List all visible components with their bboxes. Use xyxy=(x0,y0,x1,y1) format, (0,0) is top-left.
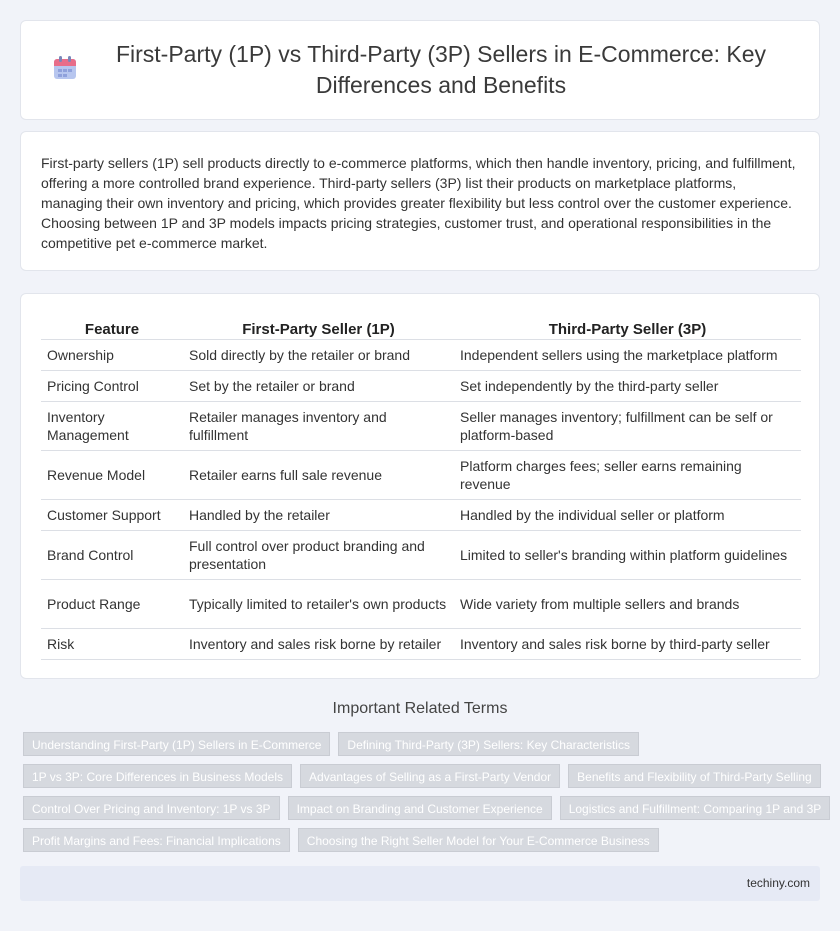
calendar-icon xyxy=(50,53,80,83)
first-party-cell: Set by the retailer or brand xyxy=(183,370,454,401)
table-header-row xyxy=(41,314,801,339)
first-party-cell: Retailer earns full sale revenue xyxy=(183,450,454,499)
third-party-cell: Independent sellers using the marketplace platform xyxy=(454,339,801,370)
header-card xyxy=(20,20,820,120)
tag-row xyxy=(23,764,823,788)
table-row xyxy=(41,339,801,370)
related-term-link[interactable]: Logistics and Fulfillment: Comparing 1P and 3P xyxy=(560,796,831,820)
table-row xyxy=(41,499,801,530)
first-party-cell: Handled by the retailer xyxy=(183,499,454,530)
third-party-cell: Handled by the individual seller or platform xyxy=(454,499,801,530)
feature-cell: Product Range xyxy=(41,579,183,628)
third-party-cell: Platform charges fees; seller earns remaining revenue xyxy=(454,450,801,499)
feature-cell: Risk xyxy=(41,628,183,659)
comparison-table-card xyxy=(20,293,820,679)
first-party-cell: Typically limited to retailer's own products xyxy=(183,579,454,628)
third-party-cell: Inventory and sales risk borne by third-party seller xyxy=(454,628,801,659)
intro-card xyxy=(20,131,820,271)
related-term-link[interactable]: Advantages of Selling as a First-Party Vendor xyxy=(300,764,560,788)
table-row xyxy=(41,370,801,401)
tag-row xyxy=(23,796,823,820)
footer-site-name: techiny.com xyxy=(746,876,810,890)
related-term-link[interactable]: Control Over Pricing and Inventory: 1P vs 3P xyxy=(23,796,280,820)
related-term-link[interactable]: Profit Margins and Fees: Financial Implications xyxy=(23,828,290,852)
feature-cell: Inventory Management xyxy=(41,401,183,450)
comparison-table xyxy=(41,314,801,660)
header-feature: Feature xyxy=(41,314,183,339)
intro-paragraph: First-party sellers (1P) sell products directly to e-commerce platforms, which then handle inventory, pricing, and fulfillment, offering a more controlled brand experience. Third-party sellers (3P) list their products on marketplace platforms, managing their own inventory and pricing, which provides greater flexibility but less control over the customer experience. Choosing between 1P and 3P models impacts pricing strategies, customer trust, and operational responsibilities in the competitive pet e-commerce market. xyxy=(41,155,796,251)
related-term-link[interactable]: Defining Third-Party (3P) Sellers: Key Characteristics xyxy=(338,732,639,756)
feature-cell: Customer Support xyxy=(41,499,183,530)
related-terms-title: Important Related Terms xyxy=(332,700,508,717)
related-term-link[interactable]: Benefits and Flexibility of Third-Party Selling xyxy=(568,764,821,788)
first-party-cell: Full control over product branding and presentation xyxy=(183,530,454,579)
first-party-cell: Sold directly by the retailer or brand xyxy=(183,339,454,370)
first-party-cell: Retailer manages inventory and fulfillment xyxy=(183,401,454,450)
footer xyxy=(20,866,820,901)
feature-cell: Ownership xyxy=(41,339,183,370)
feature-cell: Revenue Model xyxy=(41,450,183,499)
related-term-link[interactable]: Understanding First-Party (1P) Sellers in E-Commerce xyxy=(23,732,330,756)
tag-row xyxy=(23,732,823,756)
related-term-link[interactable]: 1P vs 3P: Core Differences in Business Models xyxy=(23,764,292,788)
header-third-party: Third-Party Seller (3P) xyxy=(454,314,801,339)
third-party-cell: Set independently by the third-party seller xyxy=(454,370,801,401)
feature-cell: Pricing Control xyxy=(41,370,183,401)
table-row xyxy=(41,450,801,499)
table-row xyxy=(41,579,801,628)
third-party-cell: Wide variety from multiple sellers and brands xyxy=(454,579,801,628)
tag-row xyxy=(23,828,823,852)
first-party-cell: Inventory and sales risk borne by retailer xyxy=(183,628,454,659)
table-row xyxy=(41,401,801,450)
third-party-cell: Limited to seller's branding within platform guidelines xyxy=(454,530,801,579)
feature-cell: Brand Control xyxy=(41,530,183,579)
related-terms-list xyxy=(23,732,823,860)
table-row xyxy=(41,530,801,579)
table-row xyxy=(41,628,801,659)
related-term-link[interactable]: Impact on Branding and Customer Experience xyxy=(288,796,552,820)
title-wrap xyxy=(50,39,790,101)
related-term-link[interactable]: Choosing the Right Seller Model for Your E-Commerce Business xyxy=(298,828,659,852)
page-title: First-Party (1P) vs Third-Party (3P) Sellers in E-Commerce: Key Differences and Benefits xyxy=(115,41,767,98)
header-first-party: First-Party Seller (1P) xyxy=(183,314,454,339)
third-party-cell: Seller manages inventory; fulfillment can be self or platform-based xyxy=(454,401,801,450)
